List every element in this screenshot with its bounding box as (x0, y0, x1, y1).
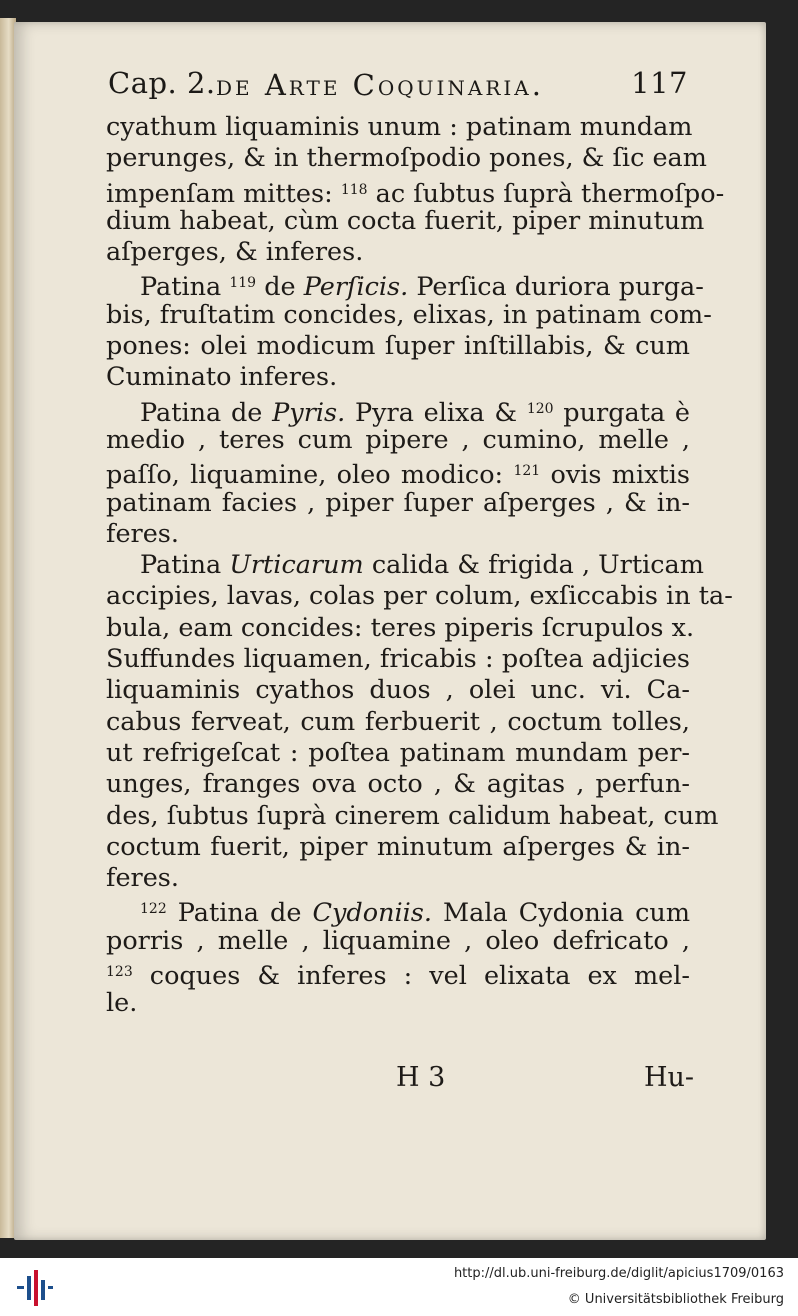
text-line: impenſam mittes: $^{118}$ ac ſubtus ſuprà thermoſpo- (106, 178, 725, 209)
copyright-notice: © Universitätsbibliothek Freiburg (567, 1292, 784, 1307)
text-line: medio , teres cum pipere , cumino, melle , (106, 424, 690, 455)
text-line: cyathum liquaminis unum : patinam mundam (106, 112, 693, 142)
text-line: accipies, lavas, colas per colum, exſiccabis in ta- (106, 581, 733, 612)
footnote-ref: 119 (229, 275, 257, 292)
footnote-ref: 123 (106, 964, 133, 981)
page-body (106, 112, 733, 1020)
text-line: des, ſubtus ſuprà cinerem calidum habeat, cum (106, 800, 719, 831)
chapter-label: Cap. 2. (108, 66, 216, 100)
footnote-ref: 122 (140, 901, 167, 918)
viewer-info-bar (0, 1258, 798, 1316)
text-line: liquaminis cyathos duos , olei unc. vi. Ca- (106, 675, 690, 706)
page-footer (108, 1062, 694, 1098)
text-line: porris , melle , liquamine , oleo defricato , (106, 925, 690, 956)
text-line: paſſo, liquamine, oleo modico: $^{121}$ ovis mixtis (106, 460, 690, 491)
text-line: unges, franges ova octo , & agitas , perfun- (106, 769, 690, 800)
recipe-title: Perſicis. (303, 272, 409, 303)
university-logo-icon (14, 1266, 54, 1310)
recipe-heading-line: Patina $^{119}$ de Perſicis. Perſica duriora purga- (140, 272, 704, 303)
footnote-ref: 121 (513, 463, 541, 480)
recipe-heading-line: Patina de Pyris. Pyra elixa & $^{120}$ purgata è (140, 397, 691, 428)
text-line: aſperges, & inferes. (106, 237, 364, 268)
footnote-ref: 118 (340, 181, 368, 198)
permalink-url[interactable]: http://dl.ub.uni-freiburg.de/diglit/apicius1709/0163 (453, 1266, 784, 1281)
text-line: bis, fruſtatim concides, elixas, in patinam com- (106, 299, 712, 330)
text-line: feres. (106, 518, 180, 549)
text-line: dium habeat, cùm cocta fuerit, piper minutum (106, 205, 705, 236)
text-line: patinam facies , piper ſuper aſperges , & in- (106, 487, 690, 518)
text-line: coctum fuerit, piper minutum aſperges & in- (106, 831, 690, 862)
recipe-title: Urticarum (229, 550, 364, 581)
recipe-title: Cydoniis. (312, 898, 433, 929)
running-header (108, 66, 688, 106)
footnote-ref: 120 (526, 400, 554, 417)
recipe-heading-line: Patina Urticarum calida & frigida , Urticam (140, 550, 704, 581)
text-line: ut refrigeſcat : poſtea patinam mundam per- (106, 737, 690, 768)
text-line: Suffundes liquamen, fricabis : poſtea adjicies (106, 644, 690, 675)
signature-mark: H 3 (396, 1062, 446, 1093)
running-title: de Arte Coquinaria. (216, 68, 544, 102)
text-line: cabus ferveat, cum ferbuerit , coctum tolles, (106, 706, 690, 737)
text-line: feres. (106, 863, 180, 894)
catchword: Hu- (643, 1062, 694, 1093)
text-line: perunges, & in thermoſpodio pones, & ſic eam (106, 143, 707, 174)
text-line: le. (106, 988, 138, 1019)
page-number: 117 (631, 66, 688, 100)
text-line: Cuminato inferes. (106, 362, 338, 393)
recipe-heading-line: $^{122}$ Patina de Cydoniis. Mala Cydonia cum (140, 898, 691, 929)
recipe-title: Pyris. (272, 397, 346, 428)
text-line: pones: olei modicum ſuper inſtillabis, & cum (106, 331, 690, 362)
text-line: bula, eam concides: teres piperis ſcrupulos x. (106, 612, 695, 643)
text-line: $^{123}$ coques & inferes : vel elixata ex mel- (106, 961, 690, 992)
